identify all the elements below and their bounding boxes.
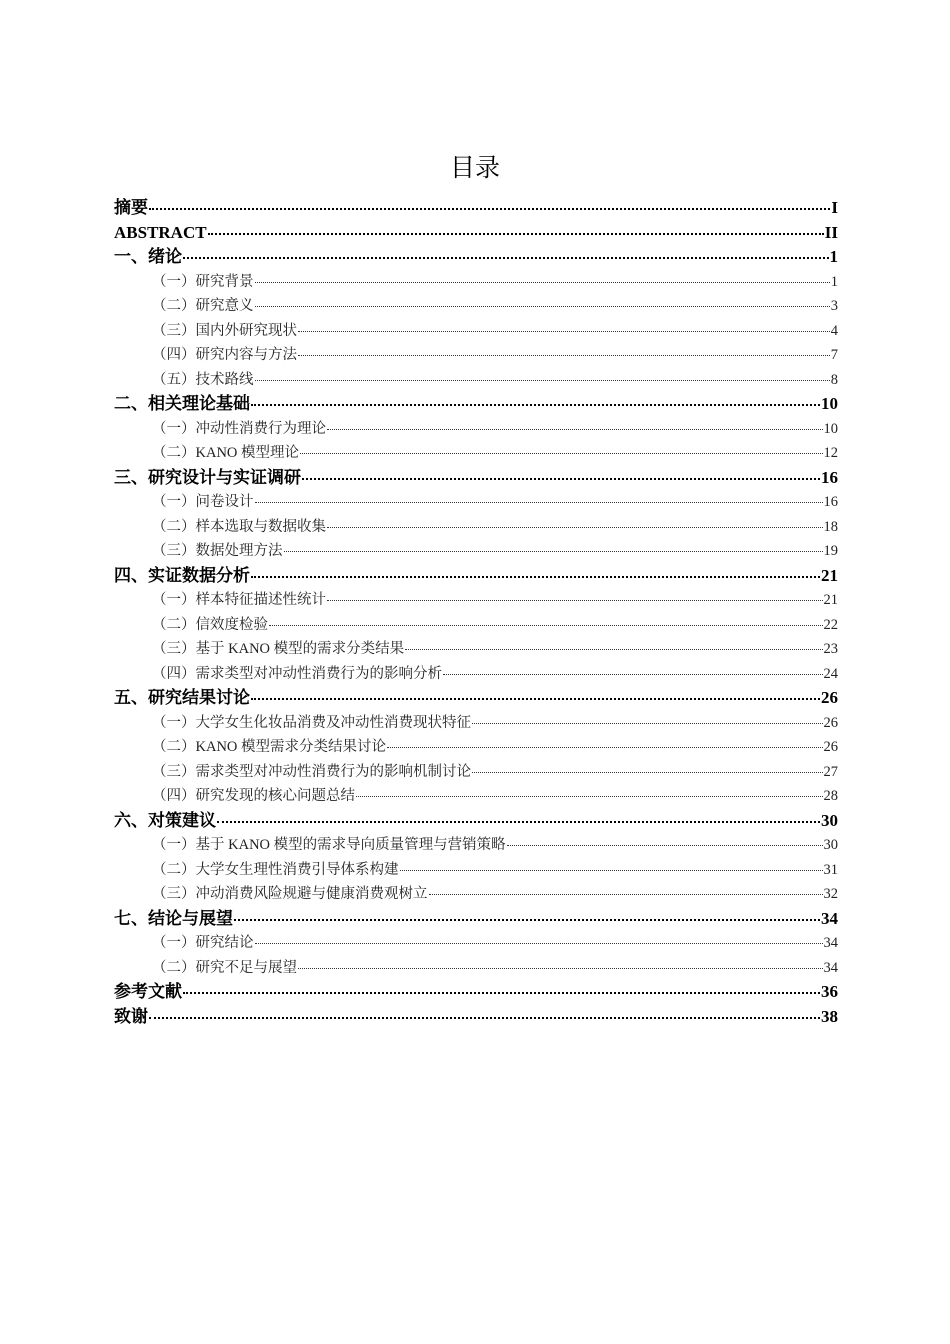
toc-entry-section[interactable] — [114, 588, 838, 613]
toc-entry-section[interactable] — [114, 490, 838, 515]
toc-entry-section[interactable] — [114, 858, 838, 883]
toc-entry-page-number: 36 — [821, 982, 838, 1001]
dot-leader — [251, 698, 820, 700]
toc-entry-section[interactable] — [114, 515, 838, 540]
toc-entry-label: 致谢 — [114, 1006, 148, 1026]
toc-entry-chapter[interactable] — [114, 196, 838, 221]
dot-leader — [217, 821, 820, 823]
toc-entry-section[interactable] — [114, 368, 838, 393]
toc-entry-section[interactable] — [114, 784, 838, 809]
toc-entry-label: （一）问卷设计 — [152, 494, 254, 510]
toc-entry-page-number: 31 — [823, 861, 838, 878]
toc-entry-section[interactable] — [114, 833, 838, 858]
toc-entry-label: （一）大学女生化妆品消费及冲动性消费现状特征 — [152, 714, 471, 731]
dot-leader — [255, 306, 830, 307]
toc-entry-label: 参考文献 — [114, 982, 182, 1001]
toc-entry-section[interactable] — [114, 956, 838, 981]
toc-entry-page-number: 26 — [823, 714, 838, 731]
toc-entry-section[interactable] — [114, 343, 838, 368]
toc-entry-page-number: 24 — [823, 665, 838, 682]
toc-entry-label: （四）需求类型对冲动性消费行为的影响分析 — [152, 665, 442, 682]
toc-entry-section[interactable] — [114, 931, 838, 956]
toc-entry-label: 五、研究结果讨论 — [114, 688, 250, 707]
toc-entry-page-number: 26 — [821, 688, 838, 707]
dot-leader — [405, 649, 822, 650]
dot-leader — [255, 943, 823, 944]
toc-entry-label: （二）样本选取与数据收集 — [152, 518, 326, 535]
dot-leader — [251, 404, 820, 406]
dot-leader — [507, 845, 823, 846]
toc-entry-section[interactable] — [114, 294, 838, 319]
toc-entry-page-number: 12 — [823, 445, 838, 461]
toc-entry-section[interactable] — [114, 613, 838, 638]
toc-entry-page-number: 16 — [823, 494, 838, 510]
toc-entry-label: （一）样本特征描述性统计 — [152, 592, 326, 608]
toc-entry-label: （三）国内外研究现状 — [152, 322, 297, 339]
dot-leader — [298, 355, 830, 356]
toc-entry-chapter[interactable] — [114, 392, 838, 417]
dot-leader — [208, 233, 824, 235]
dot-leader — [356, 796, 823, 797]
dot-leader — [298, 331, 830, 332]
toc-entry-page-number: 1 — [829, 247, 838, 266]
dot-leader — [234, 919, 820, 921]
toc-entry-page-number: 10 — [823, 420, 838, 437]
toc-entry-label: 三、研究设计与实证调研 — [114, 467, 301, 487]
toc-title: 目录 — [449, 153, 500, 182]
dot-leader — [327, 527, 823, 528]
dot-leader — [183, 257, 829, 259]
toc-entry-label: （五）技术路线 — [152, 371, 254, 388]
toc-entry-page-number: 28 — [823, 788, 838, 804]
toc-entry-page-number: 27 — [823, 763, 838, 780]
toc-entry-page-number: 23 — [823, 641, 838, 657]
toc-entry-label: （一）研究背景 — [152, 273, 254, 290]
toc-entry-label: （四）研究发现的核心问题总结 — [152, 788, 355, 804]
toc-entry-label: （三）冲动消费风险规避与健康消费观树立 — [152, 886, 428, 902]
toc-entry-label: 七、结论与展望 — [114, 908, 233, 928]
toc-entry-section[interactable] — [114, 637, 838, 662]
toc-entry-section[interactable] — [114, 441, 838, 466]
toc-entry-page-number: 32 — [823, 886, 838, 902]
toc-entry-label: （三）基于 KANO 模型的需求分类结果 — [152, 641, 405, 657]
dot-leader — [251, 576, 820, 578]
toc-entry-page-number: 19 — [823, 543, 838, 559]
toc-entry-chapter[interactable] — [114, 1005, 838, 1030]
toc-entry-label: （三）需求类型对冲动性消费行为的影响机制讨论 — [152, 763, 471, 780]
toc-entry-label: 一、绪论 — [114, 247, 182, 266]
toc-entry-section[interactable] — [114, 270, 838, 295]
toc-entry-label: （二）大学女生理性消费引导体系构建 — [152, 861, 399, 878]
toc-entry-page-number: 21 — [823, 592, 838, 608]
toc-entry-page-number: 34 — [823, 959, 838, 976]
dot-leader — [298, 968, 823, 969]
toc-entry-page-number: 21 — [821, 565, 838, 585]
toc-entry-page-number: 3 — [830, 298, 838, 314]
toc-entry-chapter[interactable] — [114, 564, 838, 589]
toc-entry-label: ABSTRACT — [114, 222, 207, 242]
toc-entry-page-number: 10 — [821, 394, 838, 413]
dot-leader — [472, 723, 823, 724]
toc-entry-page-number: 30 — [821, 810, 838, 830]
toc-entry-page-number: 18 — [823, 518, 838, 535]
dot-leader — [302, 478, 820, 480]
dot-leader — [284, 551, 823, 552]
dot-leader — [255, 380, 830, 381]
toc-entry-page-number: 34 — [821, 908, 838, 928]
toc-entry-page-number: II — [824, 222, 838, 242]
toc-entry-label: 六、对策建议 — [114, 810, 216, 830]
toc-entry-chapter[interactable] — [114, 809, 838, 834]
toc-entry-chapter[interactable] — [114, 686, 838, 711]
dot-leader — [183, 992, 820, 994]
toc-entry-label: （三）数据处理方法 — [152, 543, 283, 559]
toc-entry-page-number: 16 — [821, 467, 838, 487]
toc-entry-label: （二）KANO 模型理论 — [152, 445, 300, 461]
toc-entry-page-number: 26 — [823, 739, 838, 755]
dot-leader — [327, 600, 823, 601]
dot-leader — [255, 282, 830, 283]
dot-leader — [255, 502, 823, 503]
toc-entry-section[interactable] — [114, 735, 838, 760]
dot-leader — [149, 208, 830, 210]
toc-entry-label: （一）基于 KANO 模型的需求导向质量管理与营销策略 — [152, 837, 506, 853]
dot-leader — [149, 1017, 820, 1019]
toc-entry-label: （二）研究意义 — [152, 298, 254, 314]
toc-entry-chapter[interactable] — [114, 466, 838, 491]
toc-entry-page-number: 4 — [830, 322, 838, 339]
dot-leader — [443, 674, 823, 675]
toc-entry-chapter[interactable] — [114, 907, 838, 932]
toc-list — [114, 196, 838, 1029]
toc-entry-label: （一）研究结论 — [152, 935, 254, 951]
toc-entry-page-number: 38 — [821, 1006, 838, 1026]
toc-entry-page-number: 8 — [830, 371, 838, 388]
dot-leader — [400, 870, 823, 871]
dot-leader — [300, 453, 822, 454]
toc-entry-page-number: 7 — [830, 347, 838, 363]
toc-entry-page-number: 30 — [823, 837, 838, 853]
toc-entry-label: （二）KANO 模型需求分类结果讨论 — [152, 739, 387, 755]
toc-entry-label: 二、相关理论基础 — [114, 394, 250, 413]
dot-leader — [472, 772, 823, 773]
toc-entry-section[interactable] — [114, 662, 838, 687]
toc-entry-chapter[interactable] — [114, 245, 838, 270]
toc-entry-chapter[interactable] — [114, 221, 838, 246]
toc-entry-label: 摘要 — [114, 198, 148, 217]
toc-entry-section[interactable] — [114, 539, 838, 564]
toc-entry-section[interactable] — [114, 760, 838, 785]
toc-entry-page-number: 22 — [823, 616, 838, 633]
toc-entry-page-number: 1 — [830, 273, 838, 290]
toc-entry-section[interactable] — [114, 319, 838, 344]
dot-leader — [387, 747, 822, 748]
toc-entry-chapter[interactable] — [114, 980, 838, 1005]
toc-entry-label: 四、实证数据分析 — [114, 565, 250, 585]
toc-entry-page-number: 34 — [823, 935, 838, 951]
toc-entry-label: （二）信效度检验 — [152, 616, 268, 633]
toc-entry-section[interactable] — [114, 711, 838, 736]
toc-entry-label: （二）研究不足与展望 — [152, 959, 297, 976]
toc-entry-label: （一）冲动性消费行为理论 — [152, 420, 326, 437]
dot-leader — [327, 429, 823, 430]
toc-entry-page-number: I — [831, 198, 838, 217]
toc-entry-section[interactable] — [114, 882, 838, 907]
dot-leader — [429, 894, 823, 895]
toc-entry-label: （四）研究内容与方法 — [152, 347, 297, 363]
dot-leader — [269, 625, 823, 626]
toc-entry-section[interactable] — [114, 417, 838, 442]
